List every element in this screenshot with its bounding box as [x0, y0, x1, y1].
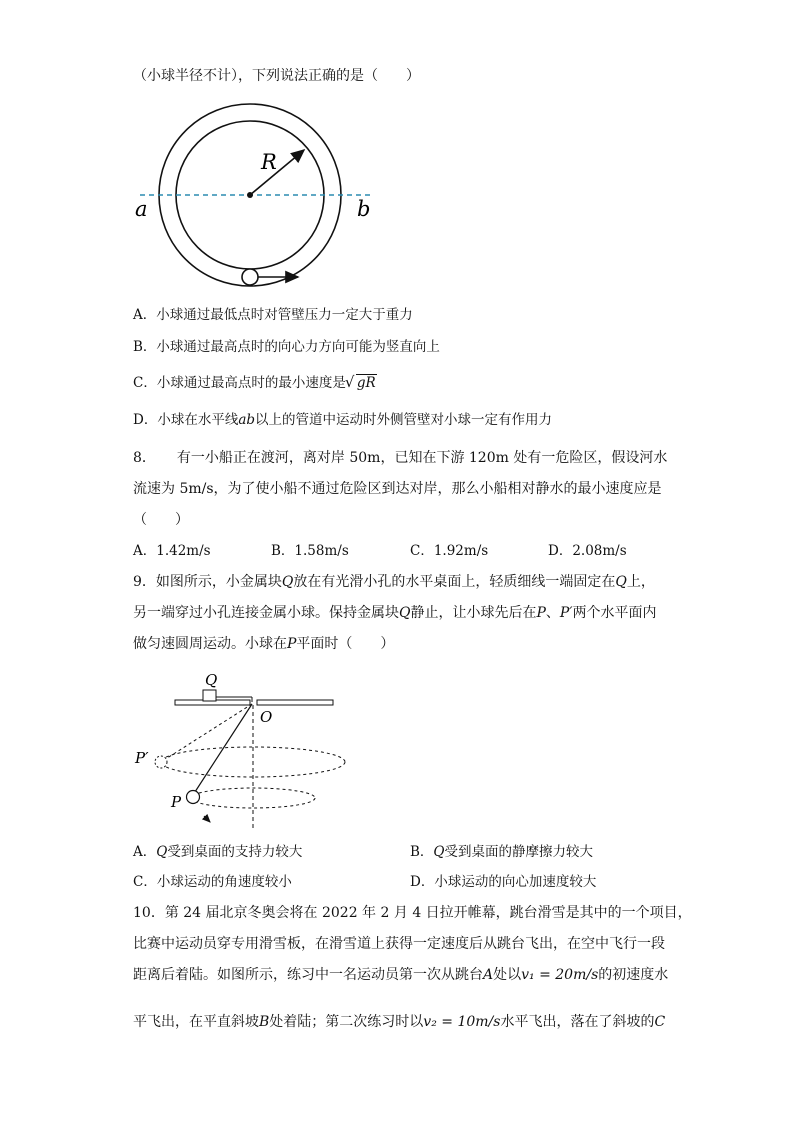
- q10-line4-mid: 处着陆；第二次练习时以: [269, 1014, 424, 1030]
- q7-label-b: b: [357, 197, 371, 221]
- q7-option-d-var: ab: [238, 412, 256, 428]
- q10-line3-mid: 处以: [493, 967, 522, 983]
- q9-label-Pp: P′: [135, 749, 149, 767]
- q9-string-to-p-prime: [161, 704, 252, 762]
- q10-line4-pre: 平飞出，在平直斜坡: [133, 1014, 259, 1030]
- q9-label-O: O: [260, 708, 273, 726]
- q10-line2: 比赛中运动员穿专用滑雪板，在滑雪道上获得一定速度后从跳台飞出，在空中飞行一段: [133, 936, 665, 952]
- q7-option-c-sqrt: [346, 373, 377, 393]
- q7-option-a: A．小球通过最低点时对管壁压力一定大于重力: [133, 307, 413, 323]
- q7-option-c-radicand: gR: [356, 375, 376, 391]
- q9-sep: 、: [545, 605, 560, 621]
- q9-label-Q: Q: [205, 671, 218, 689]
- q9-var-q: Q: [156, 844, 168, 860]
- q7-option-c-text: C．小球通过最高点时的最小速度是: [133, 375, 346, 391]
- q9-option-b: [410, 842, 593, 862]
- q9-var-p: P: [536, 605, 546, 621]
- q10-line4-post: 水平飞出，落在了斜坡的: [500, 1014, 655, 1030]
- q9-option-a: [133, 842, 302, 862]
- q9-line2: [133, 603, 657, 623]
- q9-var-pp: P′: [559, 605, 573, 621]
- q10-var-a: A: [483, 967, 494, 983]
- q9-option-a-pre: A．: [133, 844, 157, 860]
- q9-line1-mid: 放在有光滑小孔的水平桌面上，轻质细线一端固定在: [293, 574, 616, 590]
- q7-option-d-post: 以上的管道中运动时外侧管壁对小球一定有作用力: [255, 412, 553, 428]
- q8-option-a: A．1.42m/s: [133, 543, 211, 559]
- q9-option-b-post: 受到桌面的静摩擦力较大: [444, 844, 593, 860]
- q7-figure: [125, 92, 395, 292]
- q9-option-c: C．小球运动的角速度较小: [133, 874, 292, 890]
- q8-line3: （ ）: [133, 512, 189, 528]
- q10-line1: 10．第 24 届北京冬奥会将在 2022 年 2 月 4 日拉开帷幕，跳台滑雪是其中的一个项目，: [133, 905, 692, 921]
- q8-line2: 流速为 5m/s，为了使小船不通过危险区到达对岸，那么小船相对静水的最小速度应是: [133, 481, 662, 497]
- q9-var-p: P: [287, 636, 297, 652]
- q9-option-a-post: 受到桌面的支持力较大: [167, 844, 303, 860]
- q7-option-b: B．小球通过最高点时的向心力方向可能为竖直向上: [133, 339, 440, 355]
- q10-v2: v₂ = 10m/s: [423, 1014, 501, 1030]
- q9-ball-p-prime: [155, 756, 167, 768]
- q9-var-q: Q: [281, 574, 294, 590]
- q9-line2-mid: 静止，让小球先后在: [410, 605, 537, 621]
- q9-option-b-pre: B．: [410, 844, 434, 860]
- q7-option-d-pre: D．小球在水平线: [133, 412, 239, 428]
- q10-var-b: B: [259, 1014, 270, 1030]
- q10-var-c: C: [654, 1014, 666, 1030]
- q9-var-q: Q: [433, 844, 445, 860]
- q7-label-a: a: [135, 197, 148, 221]
- q9-line3-post: 平面时（ ）: [296, 636, 395, 652]
- q7-label-R: R: [261, 150, 277, 174]
- q9-line2-pre: 另一端穿过小孔连接金属小球。保持金属块: [133, 605, 399, 621]
- q10-line3-post: 的初速度水: [598, 967, 669, 983]
- q7-stem-tail: （小球半径不计），下列说法正确的是（ ）: [133, 68, 420, 84]
- q9-line3: [133, 634, 394, 654]
- q7-radius-arrow: [250, 150, 304, 195]
- q7-option-c: [133, 373, 377, 393]
- q9-block-q: [203, 690, 216, 701]
- q9-velocity-arrow: [204, 816, 210, 822]
- q9-figure: [130, 664, 360, 836]
- q10-line3: [133, 965, 668, 985]
- q9-ball-p: [187, 791, 200, 804]
- q9-table-right: [257, 700, 333, 705]
- q9-label-P: P: [171, 793, 182, 811]
- q7-option-d: [133, 410, 552, 430]
- q10-line4: [133, 1012, 665, 1032]
- q9-var-q: Q: [615, 574, 627, 590]
- q10-v1: v₁ = 20m/s: [521, 967, 599, 983]
- q9-var-q: Q: [399, 605, 411, 621]
- q9-line2-post: 两个水平面内: [572, 605, 657, 621]
- q8-option-d: D．2.08m/s: [548, 543, 627, 559]
- q9-line3-pre: 做匀速圆周运动。小球在: [133, 636, 287, 652]
- q9-line1-pre: 9．如图所示，小金属块: [133, 574, 282, 590]
- q9-option-d: D．小球运动的向心加速度较大: [410, 874, 597, 890]
- q9-line1: [133, 572, 655, 592]
- q8-option-c: C．1.92m/s: [410, 543, 489, 559]
- q8-line1: 8． 有一小船正在渡河，离对岸 50m，已知在下游 120m 处有一危险区，假设河水: [133, 450, 668, 466]
- q10-line3-pre: 距离后着陆。如图所示，练习中一名运动员第一次从跳台: [133, 967, 483, 983]
- q8-option-b: B．1.58m/s: [271, 543, 349, 559]
- q7-ball: [242, 269, 258, 285]
- q9-line1-post: 上，: [626, 574, 655, 590]
